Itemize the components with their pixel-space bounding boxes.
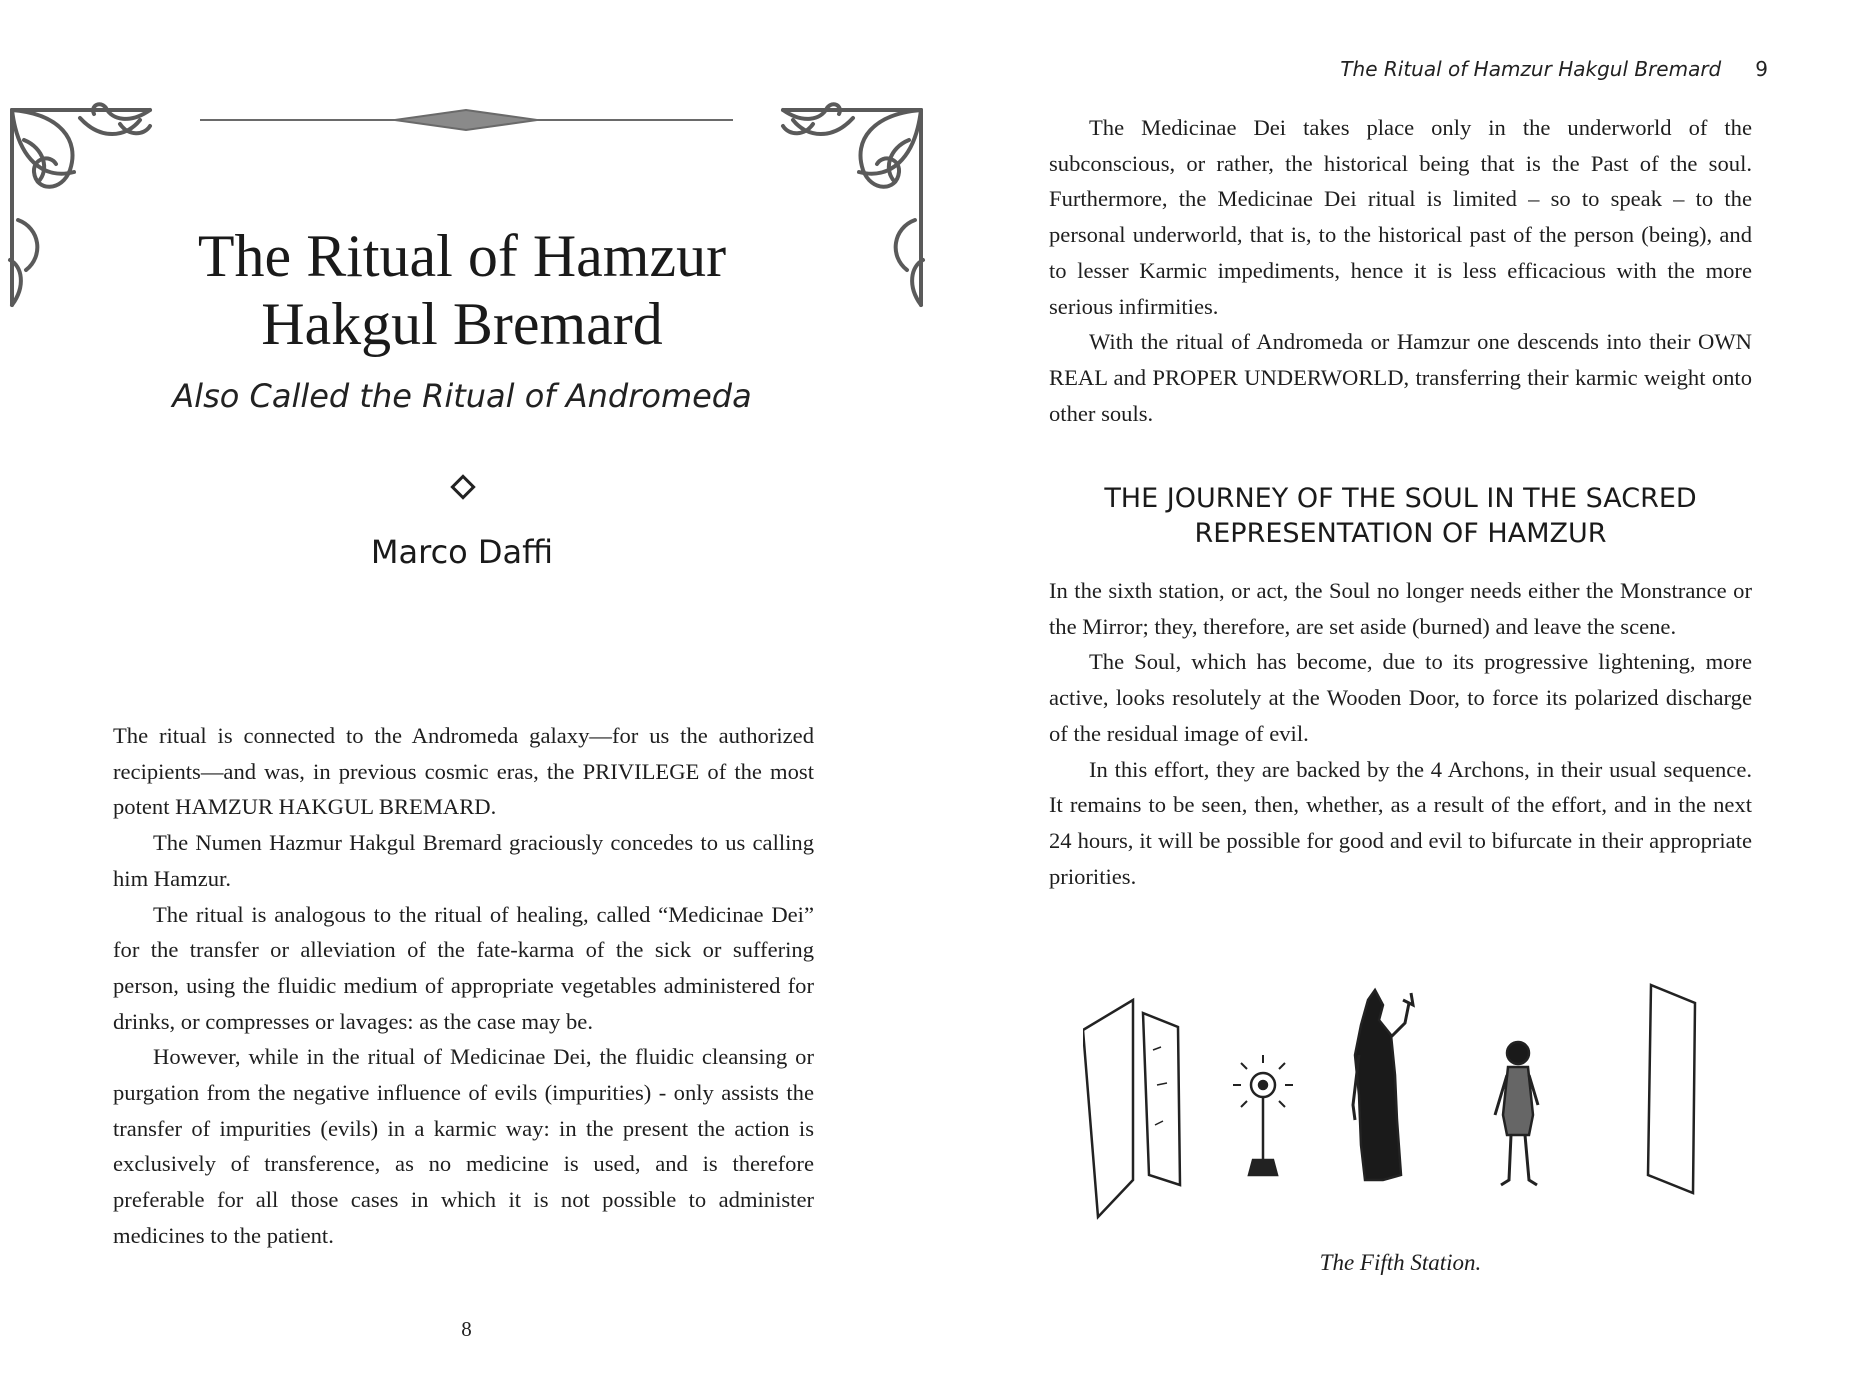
body-paragraph: The Numen Hazmur Hakgul Bremard graciously concedes to us calling him Hamzur. xyxy=(113,830,814,891)
left-door-panel xyxy=(1083,1000,1133,1217)
body-paragraph: In the sixth station, or act, the Soul no longer needs either the Monstrance or the Mirror; they, therefore, are set aside (burned) and leave the scene. xyxy=(1049,578,1752,639)
right-page xyxy=(933,0,1866,1400)
chapter-title xyxy=(100,222,824,358)
body-paragraph: The Soul, which has become, due to its progressive lightening, more active, looks resolutely at the Wooden Door, to force its polarized discharge of the residual image of evil. xyxy=(1049,649,1752,746)
mirror-panel xyxy=(1143,1013,1180,1185)
body-paragraph: With the ritual of Andromeda or Hamzur one descends into their OWN REAL and PROPER UNDERWORLD, transferring their karmic weight onto other souls. xyxy=(1049,329,1752,426)
right-body-text-bottom xyxy=(1049,573,1752,894)
fifth-station-illustration xyxy=(1083,975,1703,1235)
right-body-text-top xyxy=(1049,110,1752,431)
running-head-title: The Ritual of Hamzur Hakgul Bremard xyxy=(1340,57,1722,81)
soul-figure xyxy=(1495,1042,1538,1185)
figure-caption: The Fifth Station. xyxy=(1319,1250,1482,1275)
body-paragraph: The Medicinae Dei takes place only in the underworld of the subconscious, or rather, the historical being that is the Past of the soul. Furthermore, the Medicinae Dei ritual is limited – so to speak – to the personal underworld, that is, to the historical past of the person (being), and to lesser Karmic impediments, hence it is less efficacious with the more serious infirmities. xyxy=(1049,115,1752,319)
monstrance-figure xyxy=(1233,1055,1293,1175)
page-number-right: 9 xyxy=(1755,57,1768,81)
section-heading xyxy=(1049,481,1752,551)
section-heading-line-1: THE JOURNEY OF THE SOUL IN THE SACRED xyxy=(1104,483,1697,514)
chapter-subtitle: Also Called the Ritual of Andromeda xyxy=(172,377,752,415)
left-body-text xyxy=(113,718,814,1254)
body-paragraph: However, while in the ritual of Medicinae Dei, the fluidic cleansing or purgation from the negative influence of evils (impurities) - only assists the transfer of impurities (evils) in a karmic way: in the present the action is exclusively of transference, as no medicine is used, and is therefore preferable for all those cases in which it is not possible to administer medicines to the patient. xyxy=(113,1044,814,1248)
section-heading-line-2: REPRESENTATION OF HAMZUR xyxy=(1194,518,1607,549)
chapter-title-line-2: Hakgul Bremard xyxy=(261,291,663,357)
chapter-title-line-1: The Ritual of Hamzur xyxy=(197,223,727,289)
body-paragraph: The ritual is connected to the Andromeda galaxy—for us the authorized recipients—and was, in previous cosmic eras, the PRIVILEGE of the most potent HAMZUR HAKGUL BREMARD. xyxy=(113,723,814,820)
right-door-panel xyxy=(1648,985,1695,1193)
author-name: Marco Daffi xyxy=(370,533,554,571)
diamond-icon xyxy=(450,474,475,499)
body-paragraph: The ritual is analogous to the ritual of healing, called “Medicinae Dei” for the transfer or alleviation of the fate-karma of the sick or suffering person, using the fluidic medium of appropriate vegetables administered for drinks, or compresses or lavages: as the case may be. xyxy=(113,901,814,1034)
page-number-left: 8 xyxy=(461,1317,472,1341)
running-head xyxy=(933,56,1768,82)
anubis-figure xyxy=(1353,990,1413,1180)
body-paragraph: In this effort, they are backed by the 4 Archons, in their usual sequence. It remains to be seen, then, whether, as a result of the effort, and in the next 24 hours, it will be possible for good and evil to bifurcate in their appropriate priorities. xyxy=(1049,756,1752,889)
